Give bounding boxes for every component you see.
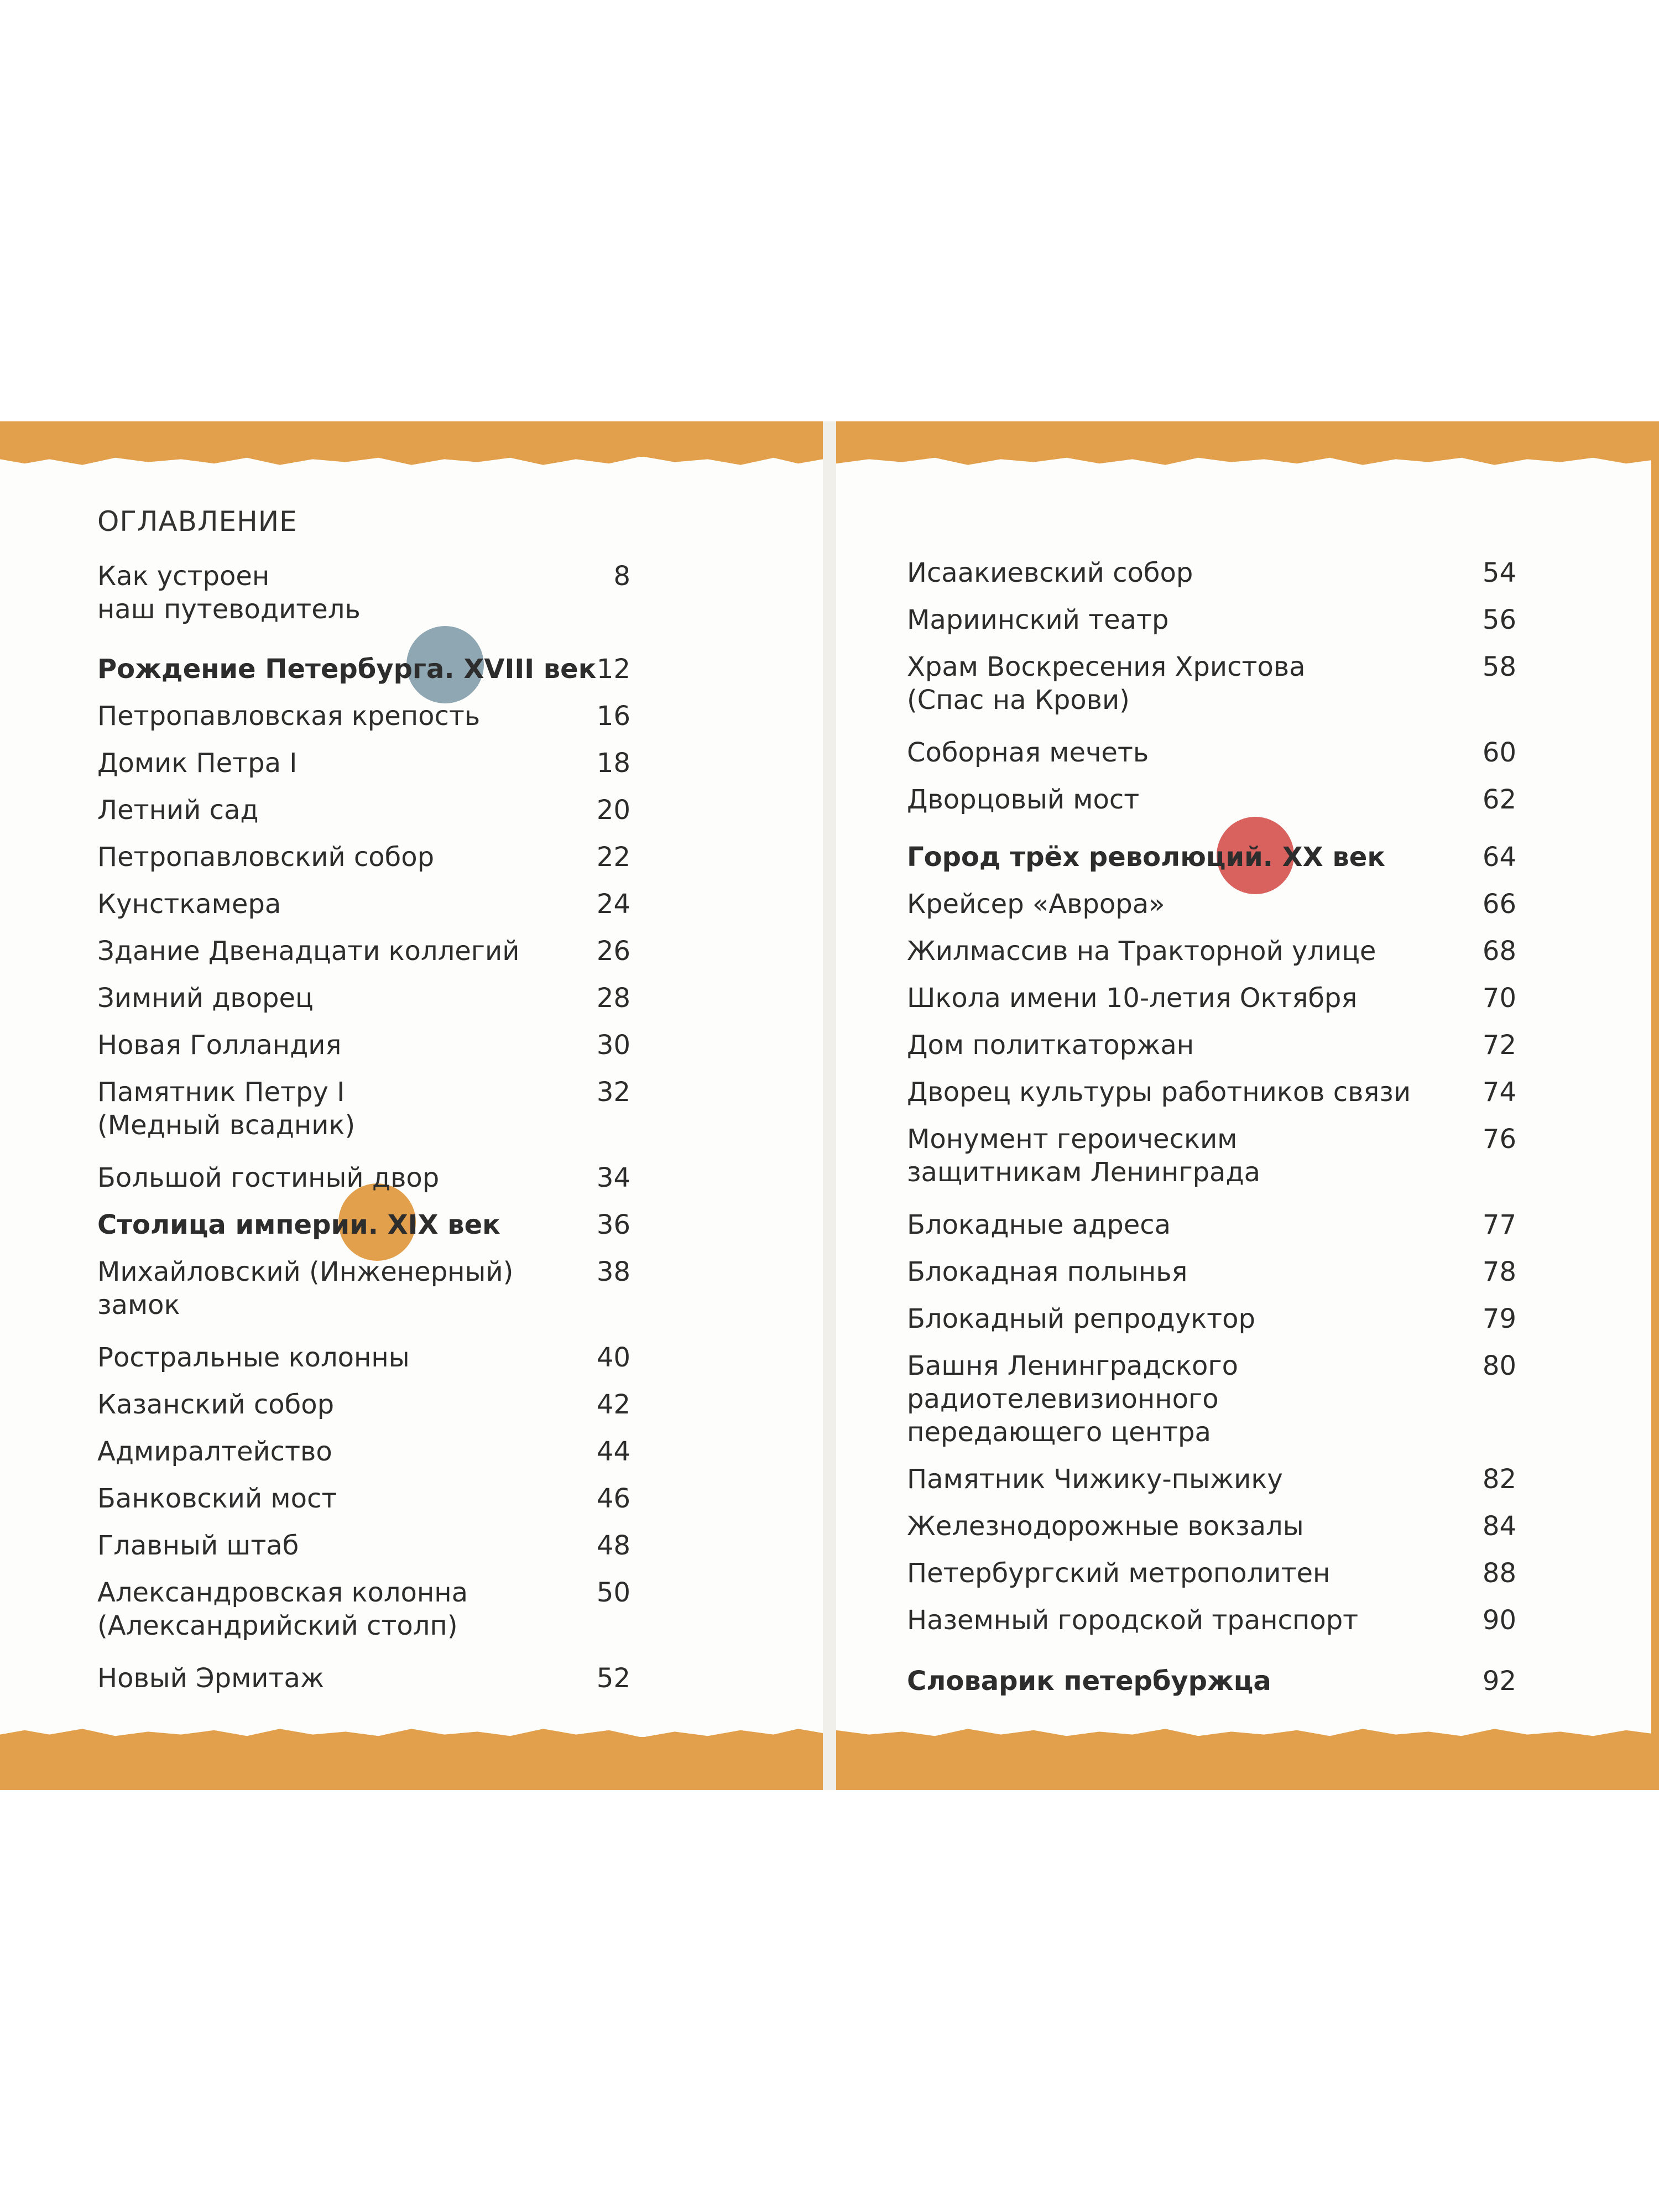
toc-page-number: 48 <box>596 1530 630 1561</box>
toc-entry-title[interactable]: Крейсер «Аврора» <box>907 889 1165 920</box>
toc-entry-title[interactable]: Школа имени 10-летия Октября <box>907 983 1358 1014</box>
toc-page-number: 58 <box>1482 651 1516 682</box>
toc-page-number: 32 <box>596 1077 630 1108</box>
toc-entry-title[interactable]: Наземный городской транспорт <box>907 1605 1359 1636</box>
toc-page-number: 12 <box>596 654 630 685</box>
toc-section-title[interactable]: Словарик петербуржца <box>907 1666 1271 1697</box>
toc-page-number: 30 <box>596 1030 630 1061</box>
toc-page-number: 52 <box>596 1663 630 1694</box>
toc-section-title[interactable]: Столица империи. XIX век <box>97 1209 500 1240</box>
toc-entry-title[interactable]: Блокадный репродуктор <box>907 1303 1255 1334</box>
toc-page-number: 24 <box>596 889 630 920</box>
toc-entry-title[interactable]: Большой гостиный двор <box>97 1162 440 1193</box>
toc-entry-title[interactable]: Исаакиевский собор <box>907 557 1193 588</box>
toc-entry-title[interactable]: Памятник Чижику-пыжику <box>907 1464 1283 1495</box>
toc-page-number: 16 <box>596 701 630 732</box>
toc-page-number: 34 <box>596 1162 630 1193</box>
toc-entry-title[interactable]: Зимний дворец <box>97 983 314 1014</box>
toc-entry-title[interactable]: Соборная мечеть <box>907 737 1149 768</box>
toc-entry-title[interactable]: Михайловский (Инженерный) замок <box>97 1256 514 1321</box>
toc-page-number: 72 <box>1482 1030 1516 1061</box>
toc-entry-title[interactable]: Петропавловский собор <box>97 842 435 873</box>
right-page <box>836 421 1659 1790</box>
toc-page-number: 50 <box>596 1577 630 1608</box>
toc-entry-title[interactable]: Дом политкаторжан <box>907 1030 1194 1061</box>
toc-entry-title[interactable]: Домик Петра I <box>97 748 298 779</box>
book-spread <box>0 421 1659 1790</box>
toc-entry-title[interactable]: Новая Голландия <box>97 1030 342 1061</box>
toc-page-number: 88 <box>1482 1558 1516 1589</box>
toc-entry-title[interactable]: Казанский собор <box>97 1389 335 1420</box>
toc-page-number: 82 <box>1482 1464 1516 1495</box>
toc-page-number: 28 <box>596 983 630 1014</box>
toc-page-number: 78 <box>1482 1256 1516 1287</box>
toc-entry-title[interactable]: Жилмассив на Тракторной улице <box>907 936 1376 967</box>
toc-entry-title[interactable]: Летний сад <box>97 795 259 826</box>
toc-page-number: 64 <box>1482 842 1516 873</box>
toc-page-number: 74 <box>1482 1077 1516 1108</box>
toc-entry-title[interactable]: Петербургский метрополитен <box>907 1558 1331 1589</box>
toc-page-number: 38 <box>596 1256 630 1287</box>
toc-page-number: 26 <box>596 936 630 967</box>
toc-entry-title[interactable]: Как устроен наш путеводитель <box>97 561 361 625</box>
toc-entry-title[interactable]: Адмиралтейство <box>97 1436 332 1467</box>
toc-page-number: 76 <box>1482 1124 1516 1155</box>
toc-left-column <box>0 421 823 1790</box>
toc-page-number: 44 <box>596 1436 630 1467</box>
toc-page-number: 68 <box>1482 936 1516 967</box>
toc-entry-title[interactable]: Ростральные колонны <box>97 1342 410 1373</box>
toc-page-number: 8 <box>613 561 630 592</box>
toc-page-number: 79 <box>1482 1303 1516 1334</box>
toc-page-number: 77 <box>1482 1209 1516 1240</box>
toc-page-number: 60 <box>1482 737 1516 768</box>
toc-entry-title[interactable]: Главный штаб <box>97 1530 299 1561</box>
toc-entry-title[interactable]: Памятник Петру I (Медный всадник) <box>97 1077 356 1141</box>
toc-page-number: 22 <box>596 842 630 873</box>
toc-entry-title[interactable]: Новый Эрмитаж <box>97 1663 325 1694</box>
toc-page-number: 20 <box>596 795 630 826</box>
toc-page-number: 56 <box>1482 604 1516 635</box>
toc-entry-title[interactable]: Железнодорожные вокзалы <box>907 1511 1304 1542</box>
toc-page-number: 40 <box>596 1342 630 1373</box>
toc-page-number: 62 <box>1482 784 1516 815</box>
toc-entry-title[interactable]: Храм Воскресения Христова (Спас на Крови) <box>907 651 1306 716</box>
toc-entry-title[interactable]: Монумент героическим защитникам Ленинграда <box>907 1124 1261 1188</box>
left-page <box>0 421 823 1790</box>
toc-page-number: 90 <box>1482 1605 1516 1636</box>
toc-entry-title[interactable]: Мариинский театр <box>907 604 1169 635</box>
toc-page-number: 70 <box>1482 983 1516 1014</box>
toc-entry-title[interactable]: Александровская колонна (Александрийский столп) <box>97 1577 468 1641</box>
toc-right-column <box>836 421 1659 1790</box>
toc-title: ОГЛАВЛЕНИЕ <box>97 505 298 538</box>
toc-page-number: 80 <box>1482 1350 1516 1381</box>
toc-page-number: 92 <box>1482 1666 1516 1697</box>
toc-page-number: 54 <box>1482 557 1516 588</box>
toc-entry-title[interactable]: Банковский мост <box>97 1483 337 1514</box>
toc-page-number: 84 <box>1482 1511 1516 1542</box>
toc-entry-title[interactable]: Петропавловская крепость <box>97 701 481 732</box>
toc-entry-title[interactable]: Башня Ленинградского радиотелевизионного передающего центра <box>907 1350 1238 1448</box>
toc-section-title[interactable]: Рождение Петербурга. XVIII век <box>97 654 597 685</box>
toc-entry-title[interactable]: Блокадные адреса <box>907 1209 1171 1240</box>
toc-page-number: 18 <box>596 748 630 779</box>
toc-entry-title[interactable]: Дворец культуры работников связи <box>907 1077 1411 1108</box>
toc-page-number: 46 <box>596 1483 630 1514</box>
toc-page-number: 66 <box>1482 889 1516 920</box>
book-gutter <box>823 421 836 1790</box>
toc-section-title[interactable]: Город трёх революций. XX век <box>907 842 1385 873</box>
toc-page-number: 42 <box>596 1389 630 1420</box>
toc-entry-title[interactable]: Блокадная полынья <box>907 1256 1188 1287</box>
toc-entry-title[interactable]: Дворцовый мост <box>907 784 1140 815</box>
toc-entry-title[interactable]: Кунсткамера <box>97 889 281 920</box>
toc-page-number: 36 <box>596 1209 630 1240</box>
toc-entry-title[interactable]: Здание Двенадцати коллегий <box>97 936 520 967</box>
